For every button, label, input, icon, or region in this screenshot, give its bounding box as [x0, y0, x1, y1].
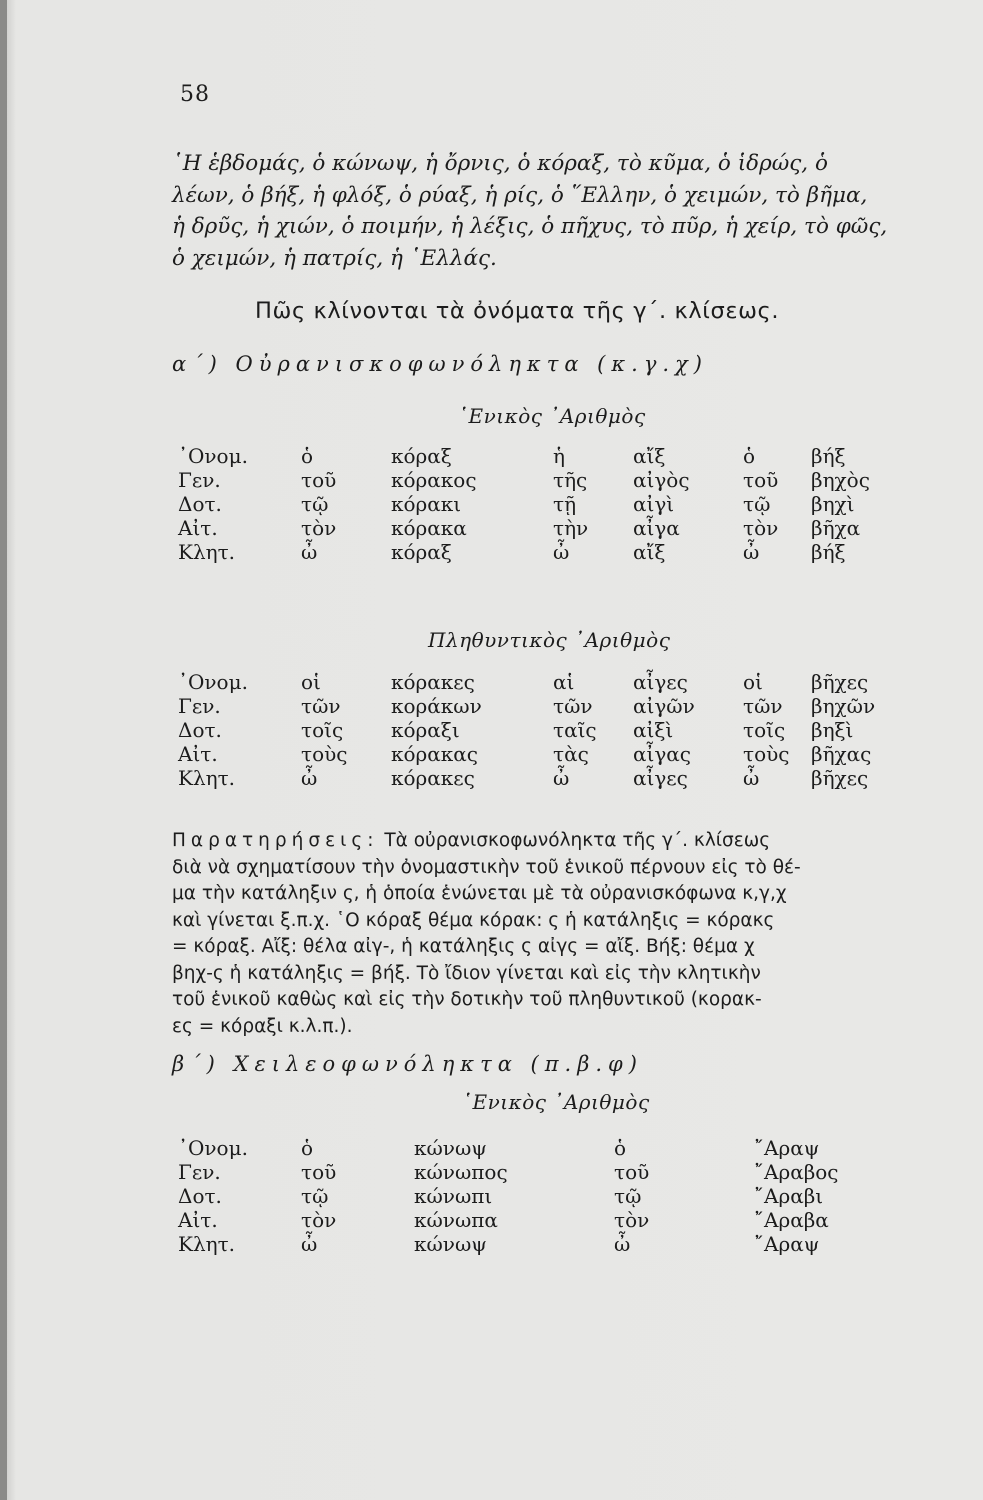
noun-form-cell: αἰγὸς	[633, 468, 690, 492]
article-cell: τοὺς	[743, 742, 790, 766]
noun-form-cell: ῎Αραβι	[754, 1184, 824, 1208]
noun-form-cell: βηχὸς	[811, 468, 870, 492]
case-label: ᾿Ονομ.	[178, 1136, 248, 1160]
article-cell: τῷ	[301, 492, 329, 516]
noun-form-cell: αἶγα	[633, 516, 680, 540]
noun-form-cell: κώνωπος	[414, 1160, 508, 1184]
remarks-line: = κόραξ. Αἴξ: θέλα αἰγ-, ἡ κατάληξις ς αἰγς = αἴξ. Βήξ: θέμα χ	[172, 936, 755, 957]
declension-row	[178, 742, 901, 766]
noun-form-cell: κόρακα	[391, 516, 467, 540]
case-label: ᾿Ονομ.	[178, 670, 248, 694]
declension-row	[178, 468, 901, 492]
noun-form-cell: αἰγὶ	[633, 492, 675, 516]
noun-form-cell: κόρακας	[391, 742, 479, 766]
noun-form-cell: κόρακος	[391, 468, 477, 492]
noun-form-cell: ῎Αραβα	[754, 1208, 829, 1232]
noun-form-cell: βήξ	[811, 540, 846, 564]
case-label: Αἰτ.	[178, 1208, 218, 1232]
article-cell: ὦ	[301, 540, 318, 564]
remarks-line: βηχ-ς ἡ κατάληξις = βήξ. Τὸ ἴδιον γίνεται καὶ εἰς τὴν κλητικὴν	[172, 962, 761, 984]
noun-form-cell: βηχῶν	[811, 694, 876, 718]
noun-form-cell: βῆχες	[811, 766, 869, 790]
noun-form-cell: κοράκων	[391, 694, 482, 718]
article-cell: τοὺς	[301, 742, 348, 766]
declension-row	[178, 444, 901, 468]
declension-row	[178, 670, 901, 694]
article-cell: ὦ	[553, 540, 570, 564]
case-label: Αἰτ.	[178, 516, 218, 540]
article-cell: ὁ	[301, 444, 314, 468]
noun-form-cell: κόρακες	[391, 766, 475, 790]
noun-form-cell: κώνωπι	[414, 1184, 493, 1208]
article-cell: ὦ	[743, 766, 760, 790]
case-label: Κλητ.	[178, 1232, 236, 1256]
article-cell: ὁ	[743, 444, 756, 468]
article-cell: τῶν	[553, 694, 593, 718]
noun-form-cell: αἰξὶ	[633, 718, 674, 742]
section-a-singular-label: ῾Ενικὸς ᾿Αριθμὸς	[458, 404, 646, 428]
article-cell: ὦ	[743, 540, 760, 564]
section-b-title: β΄) Χειλεοφωνόληκτα (π.β.φ)	[172, 1052, 643, 1076]
noun-form-cell: ῎Αραψ	[754, 1232, 820, 1256]
case-label: Δοτ.	[178, 492, 222, 516]
article-cell: ταῖς	[553, 718, 597, 742]
noun-form-cell: κόραξ	[391, 444, 452, 468]
article-cell: τοῦ	[301, 468, 337, 492]
article-cell: τῶν	[301, 694, 341, 718]
article-cell: τὸν	[614, 1208, 650, 1232]
noun-form-cell: κόραξι	[391, 718, 460, 742]
section-a-plural-table	[178, 670, 901, 790]
article-cell: ὦ	[553, 766, 570, 790]
section-a-singular-table	[178, 444, 901, 564]
noun-form-cell: αἰγῶν	[633, 694, 695, 718]
declension-row	[178, 718, 901, 742]
page-binding-edge	[0, 0, 7, 1500]
article-cell: τὸν	[743, 516, 779, 540]
case-label: Γεν.	[178, 468, 221, 492]
case-label: ᾿Ονομ.	[178, 444, 248, 468]
noun-form-cell: βήξ	[811, 444, 846, 468]
article-cell: τῷ	[743, 492, 771, 516]
noun-form-cell: βῆχας	[811, 742, 872, 766]
remarks-line: μα τὴν κατάληξιν ς, ἡ ὁποία ἑνώνεται μὲ τὰ οὐρανισκόφωνα κ,γ,χ	[172, 883, 787, 904]
intro-line: ῾Η ἑβδομάς, ὁ κώνωψ, ἡ ὄρνις, ὁ κόραξ, τὸ κῦμα, ὁ ἱδρώς, ὁ	[172, 151, 828, 176]
declension-row	[178, 1184, 874, 1208]
declension-row	[178, 1136, 874, 1160]
noun-form-cell: βηχὶ	[811, 492, 855, 516]
section-b-singular-table	[178, 1136, 874, 1256]
article-cell: ὦ	[301, 766, 318, 790]
noun-form-cell: αἶγες	[633, 670, 688, 694]
article-cell: τὴν	[553, 516, 589, 540]
noun-form-cell: βηξὶ	[811, 718, 854, 742]
article-cell: οἱ	[301, 670, 321, 694]
noun-form-cell: κόρακι	[391, 492, 462, 516]
noun-form-cell: αἴξ	[633, 540, 666, 564]
noun-form-cell: αἶγας	[633, 742, 692, 766]
remarks-line: τοῦ ἑνικοῦ καθὼς καὶ εἰς τὴν δοτικὴν τοῦ πληθυντικοῦ (κορακ-	[172, 989, 762, 1010]
case-label: Κλητ.	[178, 540, 236, 564]
declension-row	[178, 694, 901, 718]
section-a-plural-label: Πληθυντικὸς ᾿Αριθμὸς	[428, 628, 671, 652]
noun-form-cell: βῆχες	[811, 670, 869, 694]
remarks-line: καὶ γίνεται ξ.π.χ. ῾Ο κόραξ θέμα κόρακ: ς ἡ κατάληξις = κόρακς	[172, 909, 775, 931]
article-cell: τοῖς	[301, 718, 344, 742]
article-cell: ἡ	[553, 444, 565, 468]
remarks-line: Παρατηρήσεις: Τὰ οὐρανισκοφωνόληκτα τῆς γ΄. κλίσεως	[172, 830, 771, 851]
declension-row	[178, 1160, 874, 1184]
article-cell: τῆς	[553, 468, 588, 492]
article-cell: ὦ	[301, 1232, 318, 1256]
noun-form-cell: κόραξ	[391, 540, 452, 564]
article-cell: τὰς	[553, 742, 589, 766]
article-cell: τὸν	[301, 516, 337, 540]
case-label: Δοτ.	[178, 1184, 222, 1208]
declension-row	[178, 540, 901, 564]
case-label: Δοτ.	[178, 718, 222, 742]
noun-form-cell: αἴξ	[633, 444, 666, 468]
article-cell: τοῖς	[743, 718, 786, 742]
remarks-line: ες = κόραξι κ.λ.π.).	[172, 1015, 353, 1037]
article-cell: τὸν	[301, 1208, 337, 1232]
article-cell: ὁ	[614, 1136, 627, 1160]
article-cell: τῷ	[614, 1184, 642, 1208]
noun-form-cell: κώνωψ	[414, 1136, 487, 1160]
declension-row	[178, 492, 901, 516]
article-cell: τοῦ	[743, 468, 779, 492]
article-cell: τοῦ	[301, 1160, 337, 1184]
remarks-line: διὰ νὰ σχηματίσουν τὴν ὀνομαστικὴν τοῦ ἑνικοῦ πέρνουν εἰς τὸ θέ-	[172, 856, 801, 878]
intro-line: ἡ δρῦς, ἡ χιών, ὁ ποιμήν, ἡ λέξις, ὁ πῆχυς, τὸ πῦρ, ἡ χείρ, τὸ φῶς,	[172, 214, 888, 239]
noun-form-cell: βῆχα	[811, 516, 861, 540]
section-b-singular-label: ῾Ενικὸς ᾿Αριθμὸς	[462, 1090, 650, 1114]
intro-line: λέων, ὁ βήξ, ἡ φλόξ, ὁ ρύαξ, ἡ ρίς, ὁ ῞Ελλην, ὁ χειμών, τὸ βῆμα,	[172, 182, 868, 208]
article-cell: ὁ	[301, 1136, 314, 1160]
declension-row	[178, 516, 901, 540]
declension-row	[178, 1232, 874, 1256]
noun-form-cell: κώνωπα	[414, 1208, 498, 1232]
declension-row	[178, 1208, 874, 1232]
noun-form-cell: ῎Αραψ	[754, 1136, 820, 1160]
article-cell: τῶν	[743, 694, 783, 718]
case-label: Κλητ.	[178, 766, 236, 790]
intro-word-list	[172, 148, 962, 274]
case-label: Αἰτ.	[178, 742, 218, 766]
article-cell: τῇ	[553, 492, 577, 516]
case-label: Γεν.	[178, 1160, 221, 1184]
remarks-paragraph	[172, 828, 960, 1040]
section-a-title: α΄) Οὐρανισκοφωνόληκτα (κ.γ.χ)	[172, 352, 708, 376]
section-heading: Πῶς κλίνονται τὰ ὀνόματα τῆς γ΄. κλίσεως.	[255, 298, 780, 324]
declension-row	[178, 766, 901, 790]
article-cell: τῷ	[301, 1184, 329, 1208]
remarks-label: Παρατηρήσεις:	[172, 830, 379, 851]
noun-form-cell: κώνωψ	[414, 1232, 487, 1256]
article-cell: ὦ	[614, 1232, 631, 1256]
noun-form-cell: αἶγες	[633, 766, 688, 790]
article-cell: οἱ	[743, 670, 763, 694]
intro-line: ὁ χειμών, ἡ πατρίς, ἡ ῾Ελλάς.	[172, 245, 497, 271]
noun-form-cell: ῎Αραβος	[754, 1160, 839, 1184]
article-cell: αἱ	[553, 670, 575, 694]
noun-form-cell: κόρακες	[391, 670, 475, 694]
page-number: 58	[180, 82, 210, 107]
article-cell: τοῦ	[614, 1160, 650, 1184]
case-label: Γεν.	[178, 694, 221, 718]
